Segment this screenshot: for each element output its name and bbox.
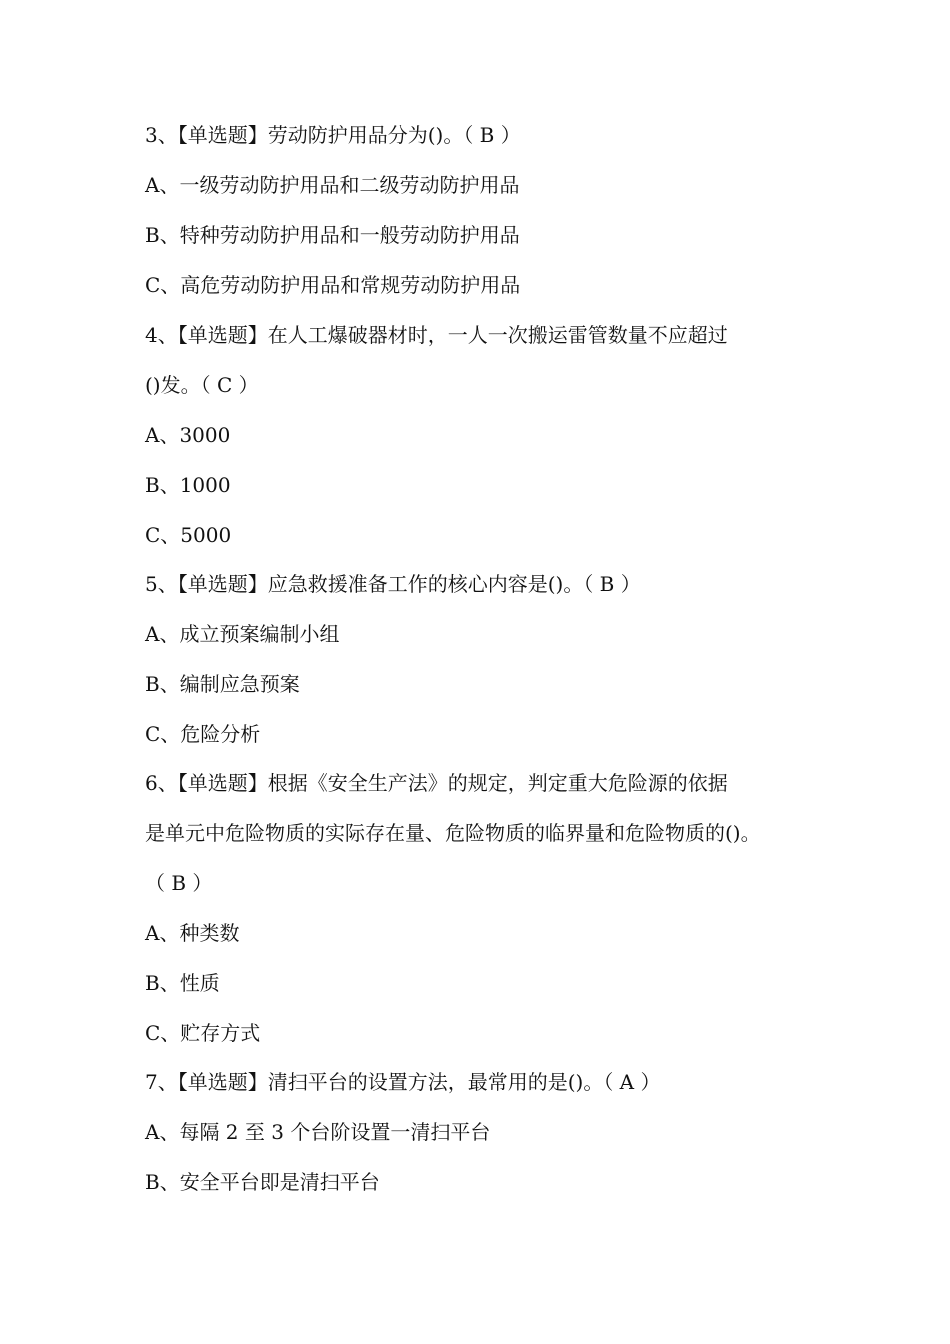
question-5-option-a: A、成立预案编制小组 — [145, 622, 340, 646]
question-5-option-c: C、危险分析 — [145, 722, 261, 746]
question-6-option-c: C、贮存方式 — [145, 1021, 261, 1045]
question-6-stem-line-2: 是单元中危险物质的实际存在量、危险物质的临界量和危险物质的()。 — [145, 821, 761, 845]
question-7-option-b: B、安全平台即是清扫平台 — [145, 1170, 380, 1194]
question-6-option-b: B、性质 — [145, 971, 220, 995]
question-5-stem: 5、【单选题】应急救援准备工作的核心内容是()。（ B ） — [145, 572, 641, 596]
question-3-option-a: A、一级劳动防护用品和二级劳动防护用品 — [145, 173, 520, 197]
question-3-option-c: C、高危劳动防护用品和常规劳动防护用品 — [145, 273, 521, 297]
question-4-option-b: B、1000 — [145, 473, 231, 497]
question-6-stem-line-1: 6、【单选题】根据《安全生产法》的规定，判定重大危险源的依据 — [145, 771, 728, 795]
question-4-stem-line-1: 4、【单选题】在人工爆破器材时，一人一次搬运雷管数量不应超过 — [145, 323, 728, 347]
question-4-option-a: A、3000 — [145, 423, 231, 447]
question-5-option-b: B、编制应急预案 — [145, 672, 300, 696]
question-6-stem-line-3: （ B ） — [145, 871, 213, 895]
question-3-stem: 3、【单选题】劳动防护用品分为()。（ B ） — [145, 123, 521, 147]
question-3-option-b: B、特种劳动防护用品和一般劳动防护用品 — [145, 223, 520, 247]
question-6-option-a: A、种类数 — [145, 921, 240, 945]
question-4-stem-line-2: ()发。（ C ） — [145, 373, 259, 397]
question-7-stem: 7、【单选题】清扫平台的设置方法，最常用的是()。（ A ） — [145, 1070, 661, 1094]
question-7-option-a: A、每隔 2 至 3 个台阶设置一清扫平台 — [145, 1120, 491, 1144]
question-4-option-c: C、5000 — [145, 523, 232, 547]
